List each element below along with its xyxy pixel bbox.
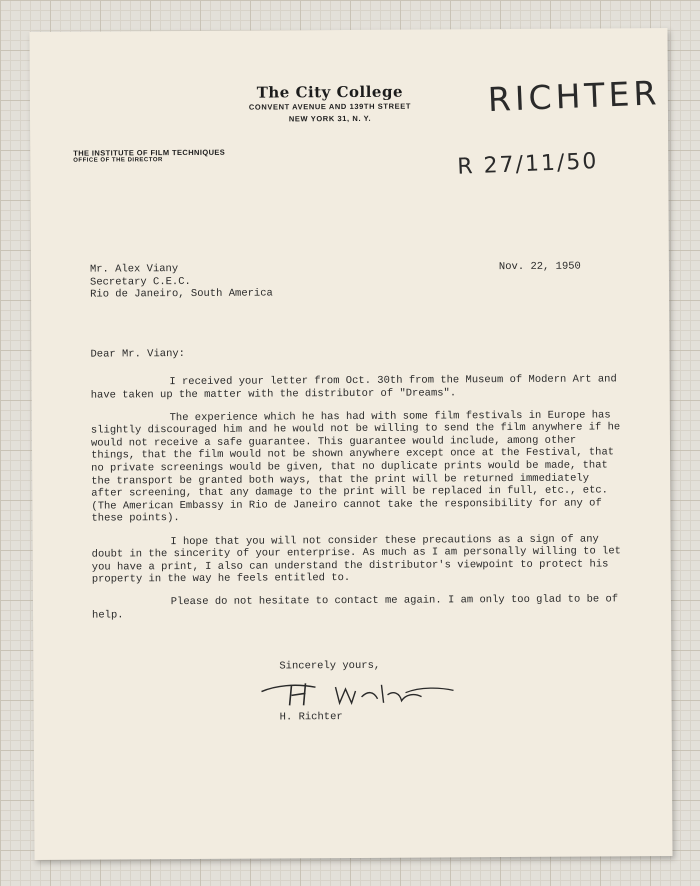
institute-office: OFFICE OF THE DIRECTOR [73,157,163,164]
institute-heading [73,148,225,164]
closing: Sincerely yours, [279,659,381,673]
letter-date: Nov. 22, 1950 [498,260,581,274]
recipient-location: Rio de Janeiro, South America [90,287,273,301]
letterhead [230,83,430,126]
college-name: The City College [256,82,404,102]
recipient-address [90,262,273,301]
body-paragraph: Please do not hesitate to contact me again. I am only too glad to be of help. [92,593,619,622]
college-city: NEW YORK 31, N. Y. [288,113,372,124]
letter-body [91,373,628,632]
handwritten-name: RICHTER [487,73,662,120]
letter-sheet [29,28,672,860]
salutation: Dear Mr. Viany: [90,348,185,361]
handwritten-reference: R 27/11/50 [456,149,599,180]
college-street: CONVENT AVENUE AND 139TH STREET [248,101,412,112]
handwritten-signature [255,670,455,711]
institute-name: THE INSTITUTE OF FILM TECHNIQUES [73,147,226,158]
body-paragraph: The experience which he has had with some film festivals in Europe has slightly discouraged him and he would not be willing to send the film anywhere if he would not receive a safe guarantee. This guarantee would include, among other things, that the film would not be shown anywhere except once at the Festival, that no private screenings would be given, that no duplicate prints would be made, that the transport be granted both ways, that the print will be returned immediately after screening, that any damage to the print will be replaced in full, etc., etc. (The American Embassy in Rio de Janeiro cannot take the responsibility for any of these points). [90,409,621,526]
recipient-name: Mr. Alex Viany [89,263,179,276]
recipient-title: Secretary C.E.C. [89,275,191,289]
body-paragraph: I hope that you will not consider these precautions as a sign of any doubt in the sincerity of your enterprise. As much as I am personally willing to let you have a print, I also can understand the distributor's viewpoint to protect his property in the way he feels entitled to. [91,533,621,586]
body-paragraph: I received your letter from Oct. 30th from the Museum of Modern Art and have taken up the matter with the distributor of "Dreams". [90,373,617,402]
signatory-name: H. Richter [279,711,343,724]
